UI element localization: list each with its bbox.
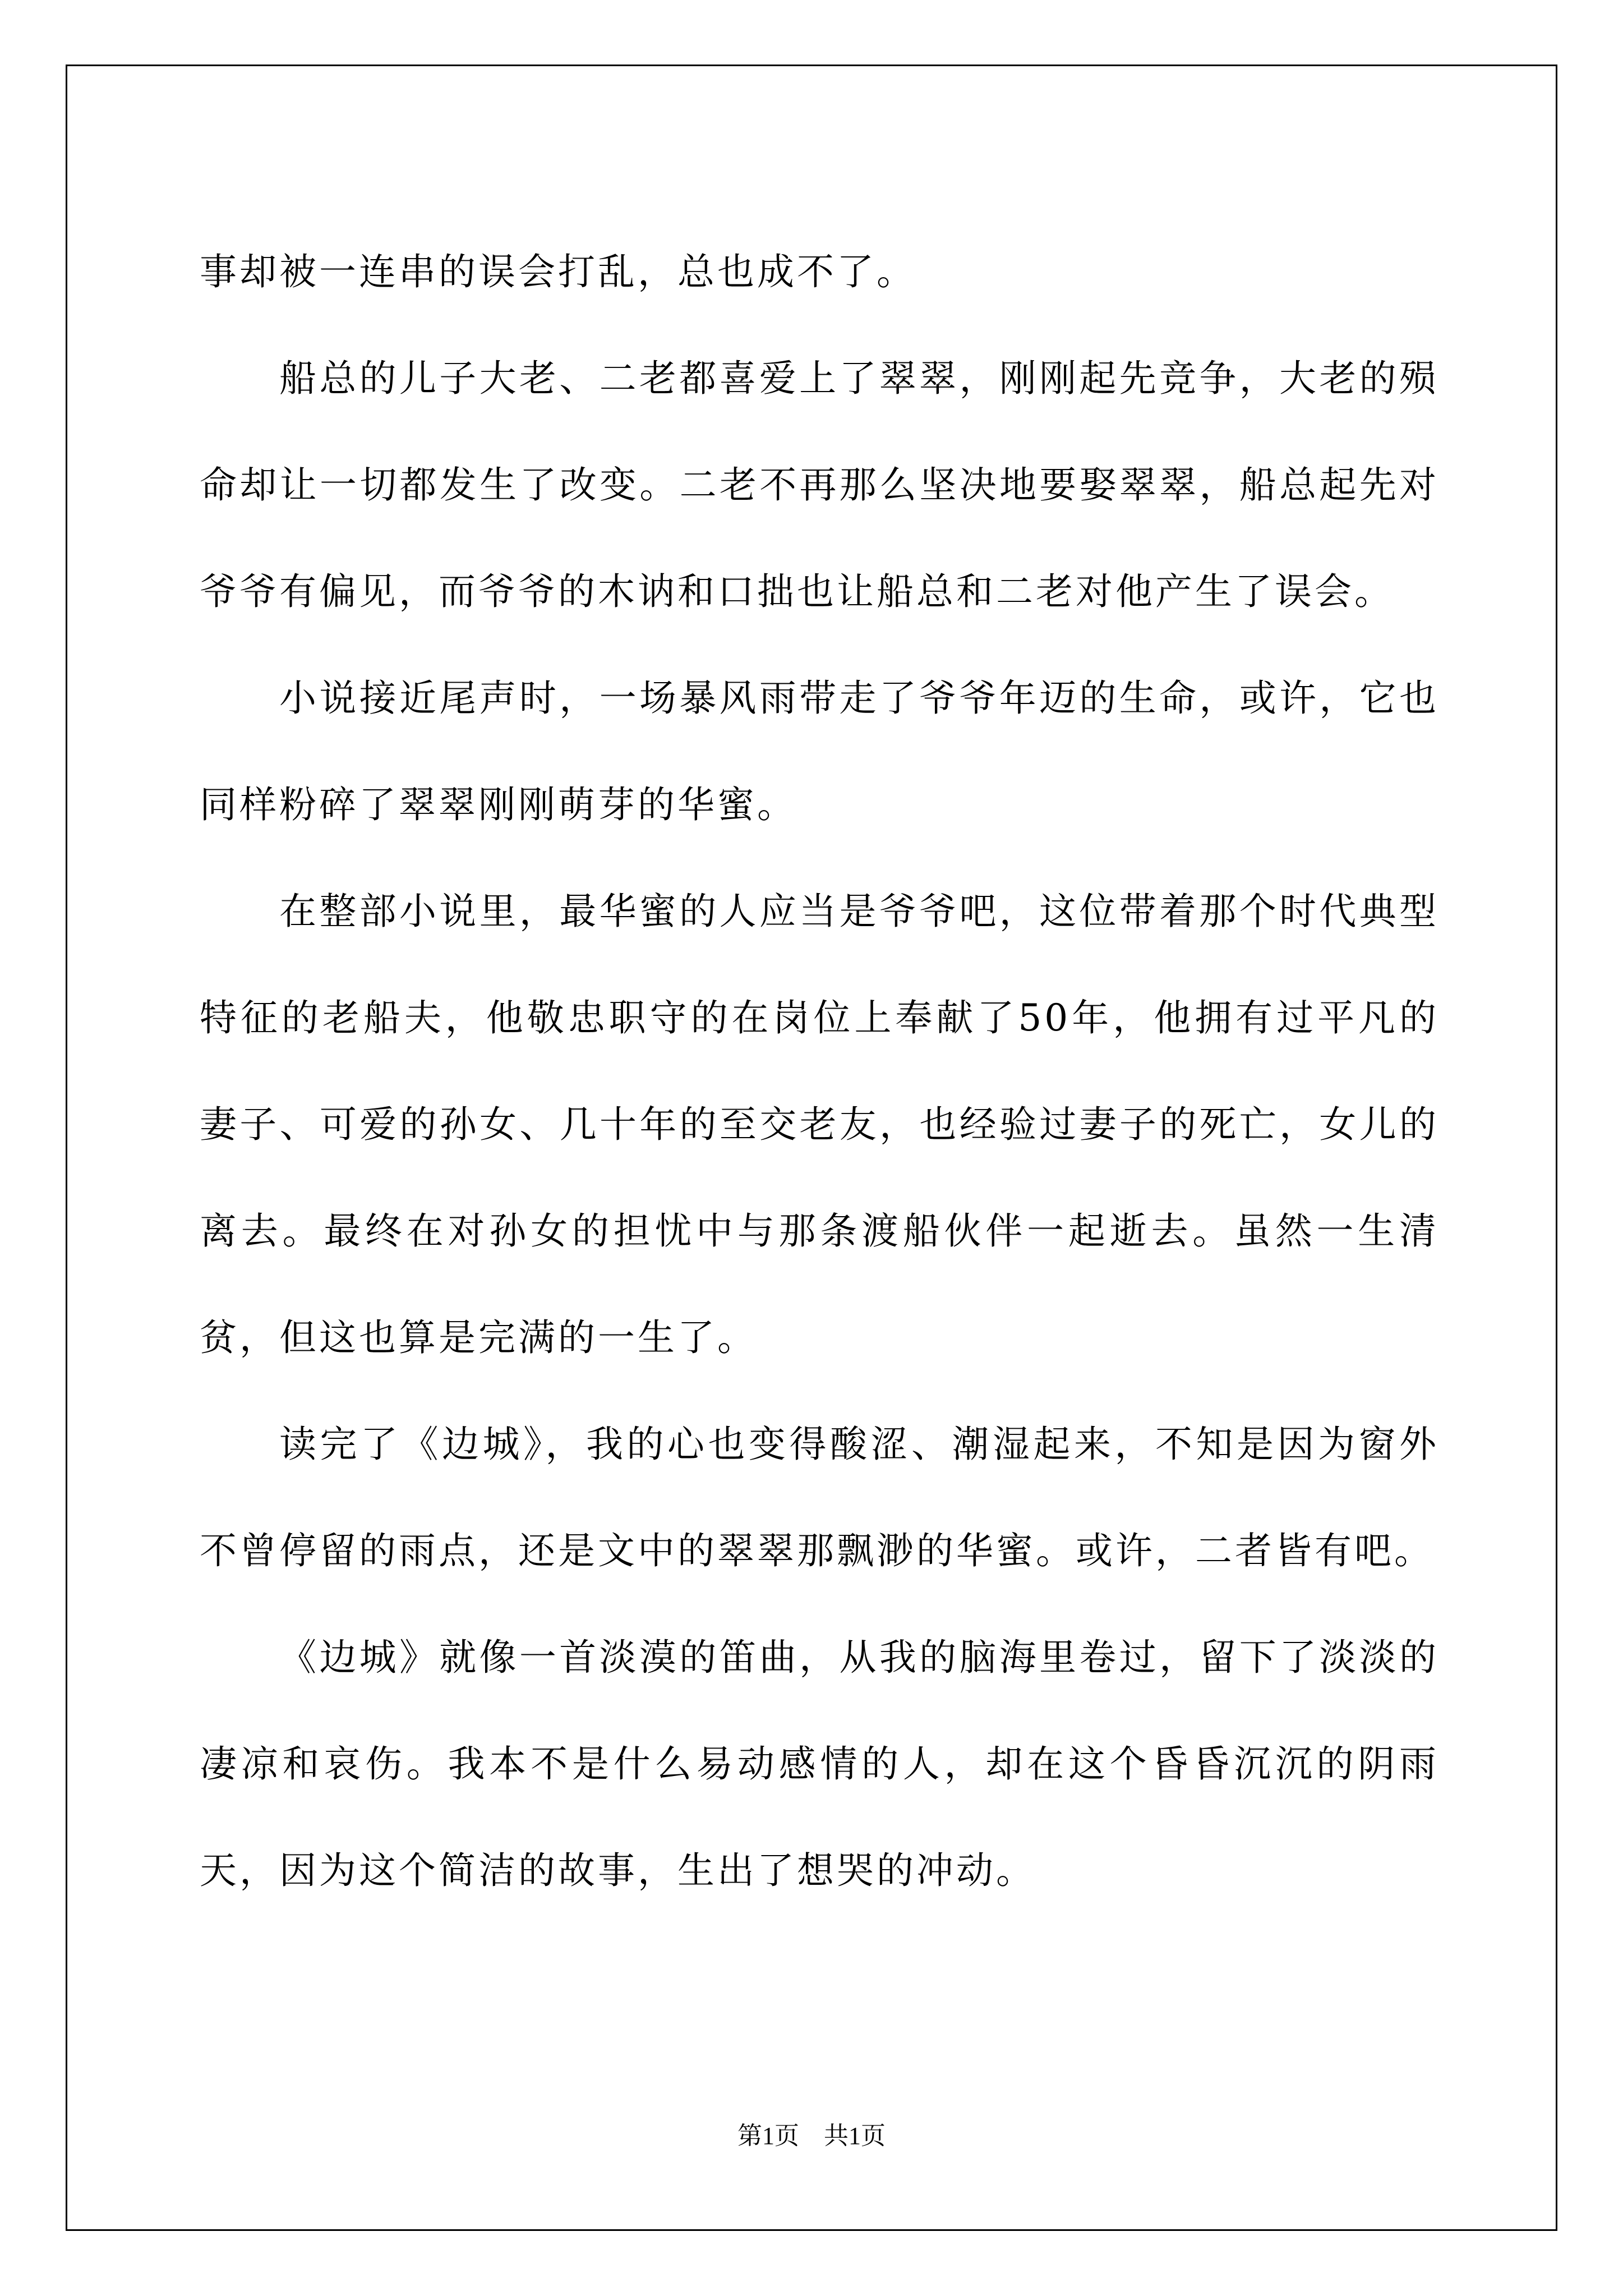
paragraph: 船总的儿子大老、二老都喜爱上了翠翠，刚刚起先竞争，大老的殒命却让一切都发生了改变。二老不再那么坚决地要娶翠翠，船总起先对爷爷有偏见，而爷爷的木讷和口拙也让船总和二老对他产生了误会。	[200, 357, 1439, 613]
paragraph: 事却被一连串的误会打乱，总也成不了。	[200, 250, 916, 293]
paragraph: 《边城》就像一首淡漠的笛曲，从我的脑海里卷过，留下了淡淡的凄凉和哀伤。我本不是什么易动感情的人，却在这个昏昏沉沉的阴雨天，因为这个简洁的故事，生出了想哭的冲动。	[200, 1636, 1439, 1892]
page-footer: 第1页 共1页	[737, 2122, 886, 2150]
paragraph: 读完了《边城》，我的心也变得酸涩、潮湿起来，不知是因为窗外不曾停留的雨点，还是文中的翠翠那飘渺的华蜜。或许，二者皆有吧。	[200, 1423, 1439, 1572]
document-body	[200, 219, 1439, 1924]
paragraph: 在整部小说里，最华蜜的人应当是爷爷吧，这位带着那个时代典型特征的老船夫，他敬忠职守的在岗位上奉献了50年，他拥有过平凡的妻子、可爱的孙女、几十年的至交老友，也经验过妻子的死亡，女儿的离去。最终在对孙女的担忧中与那条渡船伙伴一起逝去。虽然一生清贫，但这也算是完满的一生了。	[200, 890, 1439, 1359]
paragraph: 小说接近尾声时，一场暴风雨带走了爷爷年迈的生命，或许，它也同样粉碎了翠翠刚刚萌芽的华蜜。	[200, 677, 1439, 826]
